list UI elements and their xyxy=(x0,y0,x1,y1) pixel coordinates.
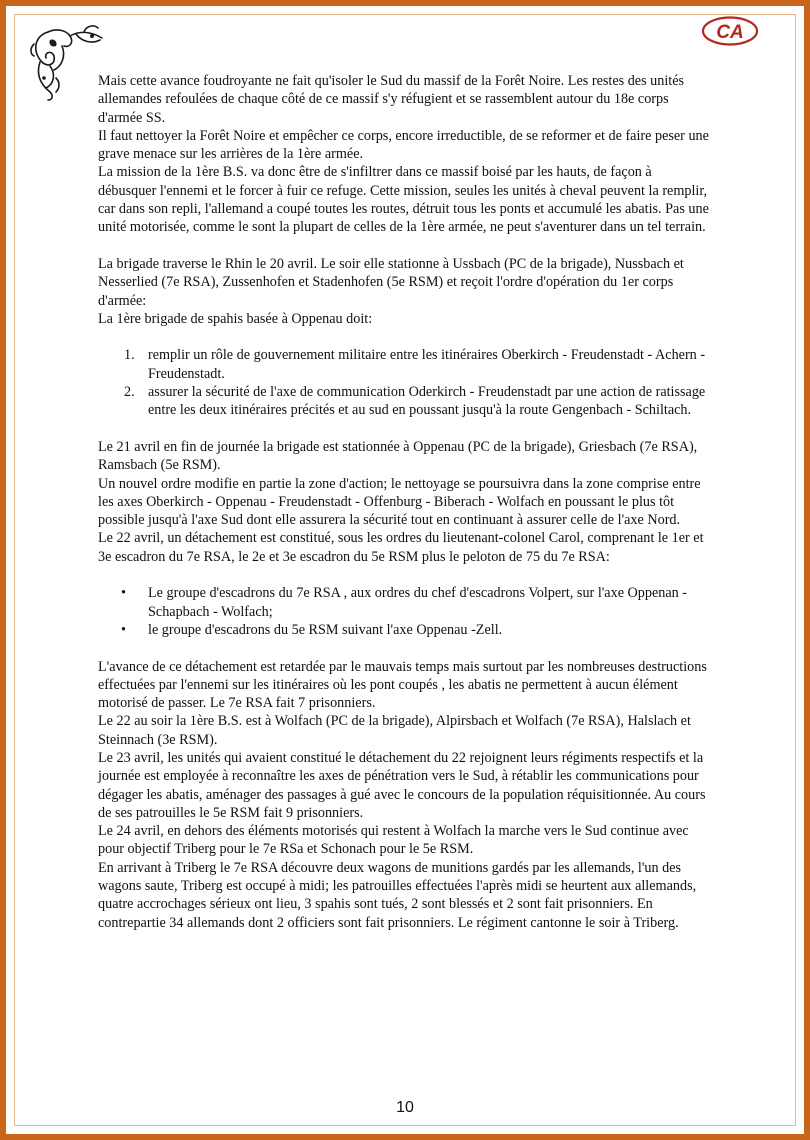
logo-text: CA xyxy=(716,22,744,43)
paragraph: Le 21 avril en fin de journée la brigade est stationnée à Oppenau (PC de la brigade), Griesbach (7e RSA), Ramsbach (5e RSM). xyxy=(98,438,698,474)
document-body xyxy=(98,72,710,932)
list-item xyxy=(98,383,710,420)
decorative-floral-initial-icon xyxy=(26,22,108,102)
paragraph: Le 23 avril, les unités qui avaient constitué le détachement du 22 rejoignent leurs régiments respectifs et la journée est employée à reconnaître les axes de pénétration vers le Sud, à rétablir les communications pour dégager les abatis, aménager des passages à gué avec le concours de la population réquisitionnée. Au cours de ses patrouilles le 5e RSM fait 9 prisonniers. xyxy=(98,749,706,821)
paragraph: Le 22 au soir la 1ère B.S. est à Wolfach (PC de la brigade), Alpirsbach et Wolfach (7e RSA), Halslach et Steinnach (3e RSM). xyxy=(98,713,691,748)
paragraph: Mais cette avance foudroyante ne fait qu'isoler le Sud du massif de la Forêt Noire. Les restes des unités allemandes refoulées de chaque côté de ce massif s'y réfugient et se rassemblent autour du 18e corps d'armée SS. xyxy=(98,73,685,126)
list-item xyxy=(98,621,710,639)
paragraph: Le 22 avril, un détachement est constitué, sous les ordres du lieutenant-colonel Carol, comprenant le 1er et 3e escadron du 7e RSA, le 2e et 3e escadron du 5e RSM plus le peloton de 75 du 7e RSA: xyxy=(98,530,704,565)
page-number: 10 xyxy=(396,1099,414,1116)
list-marker: 2. xyxy=(124,384,135,401)
paragraph: Il faut nettoyer la Forêt Noire et empêcher ce corps, encore irreductible, de se reformer et de faire peser une grave menace sur les arrières de la 1ère armée. xyxy=(98,127,709,163)
numbered-list xyxy=(98,346,710,419)
bullet-list xyxy=(98,584,710,639)
bullet-marker: • xyxy=(121,621,126,638)
list-item-text: le groupe d'escadrons du 5e RSM suivant l'axe Oppenau -Zell. xyxy=(148,621,503,638)
list-item-text: assurer la sécurité de l'axe de communication Oderkirch - Freudenstadt par une action de ratissage entre les deux itinéraires précités et au sud en poussant jusqu'à la route Gengenbach - Schiltach. xyxy=(148,384,706,419)
list-item-text: remplir un rôle de gouvernement militaire entre les itinéraires Oberkirch - Freudenstadt - Achern - Freudenstadt. xyxy=(148,347,706,382)
paragraph: Un nouvel ordre modifie en partie la zone d'action; le nettoyage se poursuivra dans la zone comprise entre les axes Oberkirch - Oppenau - Freudenstadt - Offenburg - Biberach - Wolfach en poussant le plus tôt possible jusqu'à l'axe Sud dont elle assurera la sécurité tout en continuant à assurer celle de l'axe Nord. xyxy=(98,475,701,529)
list-item-text: Le groupe d'escadrons du 7e RSA , aux ordres du chef d'escadrons Volpert, sur l'axe Oppenan - Schapbach - Wolfach; xyxy=(148,585,688,620)
paragraph: La 1ère brigade de spahis basée à Oppenau doit: xyxy=(98,310,373,327)
list-item xyxy=(98,584,710,621)
ca-logo-icon xyxy=(700,14,760,48)
paragraph: Le 24 avril, en dehors des éléments motorisés qui restent à Wolfach la marche vers le Sud continue avec pour objectif Triberg pour le 7e RSa et Schonach pour le 5e RSM. xyxy=(98,823,689,858)
paragraph: En arrivant à Triberg le 7e RSA découvre deux wagons de munitions gardés par les allemands, l'un des wagons saute, Triberg est occupé à midi; les patrouilles effectuées l'après midi se heurtent aux allemands, quatre accrochages sérieux ont lieu, 3 spahis sont tués, 2 sont blessés et 2 sont fait prisonniers. En contrepartie 34 allemands dont 2 officiers sont fait prisonniers. Le régiment cantonne le soir à Triberg. xyxy=(98,859,697,931)
list-marker: 1. xyxy=(124,347,135,364)
paragraph: La mission de la 1ère B.S. va donc être de s'infiltrer dans ce massif boisé par les hauts, de façon à débusquer l'ennemi et le forcer à fuir ce refuge. Cette mission, seules les unités à cheval peuvent la remplir, car dans son repli, l'allemand a coupé toutes les routes, détruit tous les ponts et accumulé les abatis. Pas une unité motorisée, comme le sont la plupart de celles de la 1ère armée, ne peut s'aventurer dans un tel terrain. xyxy=(98,164,709,236)
bullet-marker: • xyxy=(121,585,126,602)
paragraph: L'avance de ce détachement est retardée par le mauvais temps mais surtout par les nombreuses destructions effectuées par l'ennemi sur les itinéraires où les pont coupés , les abatis ne permettent à aucun élément motorisé de passer. Le 7e RSA fait 7 prisonniers. xyxy=(98,658,707,712)
paragraph: La brigade traverse le Rhin le 20 avril. Le soir elle stationne à Ussbach (PC de la brigade), Nussbach et Nesserlied (7e RSA), Zussenhofen et Stadenhofen (5e RSM) et reçoit l'ordre d'opération du 1er corps d'armée: xyxy=(98,255,684,309)
list-item xyxy=(98,346,710,383)
